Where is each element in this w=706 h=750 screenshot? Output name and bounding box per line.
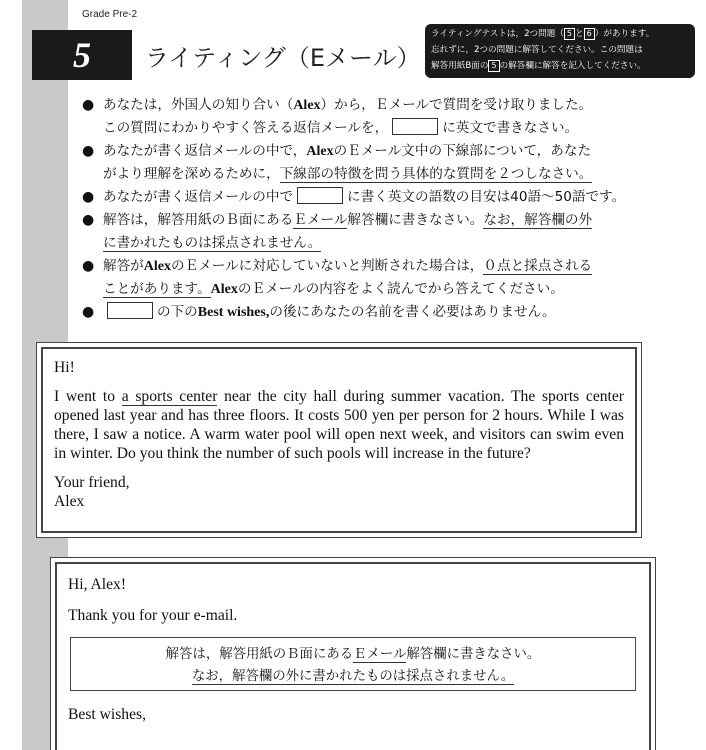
instruction-2: ● あなたが書く返信メールの中で，AlexのＥメール文中の下線部について，あなた — [82, 140, 672, 163]
email-closing: Your friend, — [54, 474, 130, 491]
notice-line-1: ライティングテストは，2つ問題（ 5 と 6 ）があります。 — [431, 29, 655, 39]
bullet-icon: ● — [82, 304, 95, 320]
instruction-3: ● あなたが書く返信メールの中で に書く英文の語数の目安は40語～50語です。 — [82, 186, 672, 209]
bullet-icon: ● — [82, 143, 95, 159]
blank-box — [107, 302, 153, 319]
email-signature: Alex — [54, 493, 85, 510]
instruction-4: ● 解答は，解答用紙のＢ面にあるＥメール解答欄に書きなさい。なお，解答欄の外 — [82, 209, 672, 232]
instruction-1: ● あなたは，外国人の知り合い（Alex）から，Ｅメールで質問を受け取りました。 — [82, 94, 672, 117]
email-box — [36, 342, 642, 538]
reply-box — [50, 557, 656, 750]
bullet-icon: ● — [82, 97, 95, 113]
grade-label: Grade Pre-2 — [82, 9, 138, 20]
section-number: 5 — [32, 30, 132, 80]
bullet-icon: ● — [82, 258, 95, 274]
underlined-phrase: a sports center — [121, 388, 218, 405]
bullet-icon: ● — [82, 212, 95, 228]
blank-box — [297, 187, 343, 204]
notice-line-3: 解答用紙B面の 5 の解答欄に解答を記入してください。 — [431, 61, 646, 71]
answer-area-note: 解答は，解答用紙のＢ面にあるＥメール解答欄に書きなさい。 なお，解答欄の外に書かれたものは採点されません。 — [70, 637, 636, 691]
bullet-icon: ● — [82, 189, 95, 205]
reply-closing: Best wishes, — [68, 706, 146, 723]
instruction-6: ● の下のBest wishes,の後にあなたの名前を書く必要はありません。 — [82, 301, 672, 324]
instructions: ● あなたは，外国人の知り合い（Alex）から，Ｅメールで質問を受け取りました。 この質問にわかりやすく答える返信メールを， に英文で書きなさい。 ● あなたが書く返信メールの中で，AlexのＥメール文中の下線部について，あなた がより理解を深めるために，下線部の特徴を問う具体的な質問を２つしなさい。 ● あなたが書く返信メールの中で に書く英文の語数の目安は40語～50語です。 ● 解答は，解答用紙のＢ面にあるＥメール解答欄に書きなさい。なお，解答欄の外 に書かれたものは採点されません。 ● 解答がAlexのＥメールに対応していないと判断された場合は，０点と採点される ことがあります。AlexのＥメールの内容をよく読んでから答えてください。 ● の下のBest wishes,の後にあなたの名前を書く必要はありません。 — [82, 94, 672, 324]
reply-greeting: Hi, Alex! — [68, 576, 127, 593]
notice-line-2: 忘れずに，2つの問題に解答してください。この問題は — [431, 45, 643, 55]
email-body: I went to a sports center near the city hall during summer vacation. The sports center opened last year and has three floors. It costs 500 yen per person for 2 hours. While I was there, I saw a notice. A warm water pool will open next week, and visitors can swim even in winter. Do you think the number of such pools will increase in the future? — [54, 388, 625, 462]
notice-box — [425, 24, 695, 78]
email-greeting: Hi! — [54, 359, 75, 376]
section-title: ライティング（Eメール） — [145, 44, 421, 72]
reply-thanks: Thank you for your e-mail. — [68, 607, 238, 624]
instruction-5: ● 解答がAlexのＥメールに対応していないと判断された場合は，０点と採点される — [82, 255, 672, 278]
blank-box — [392, 118, 438, 135]
